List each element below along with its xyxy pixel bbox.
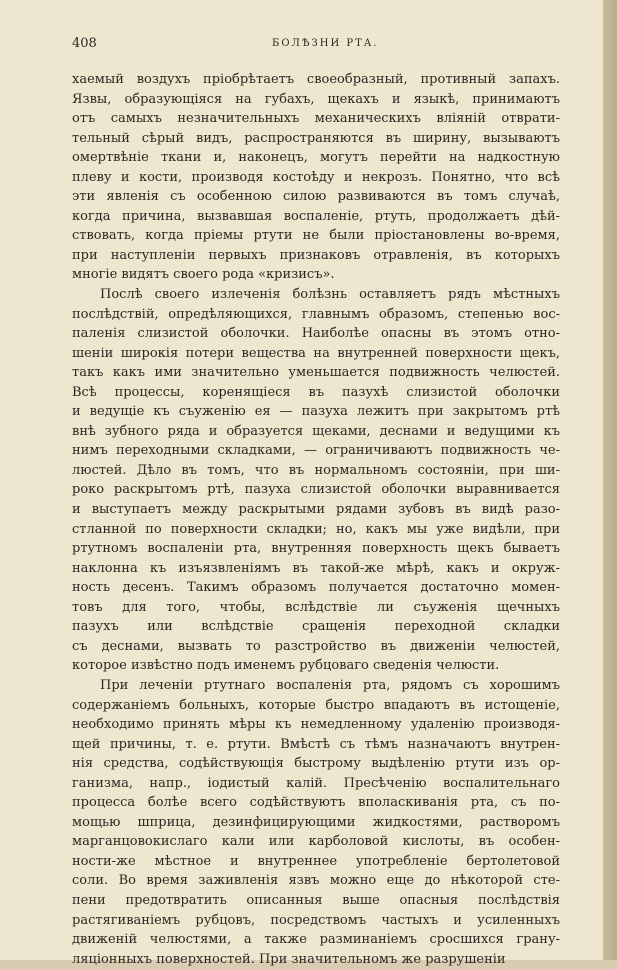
text-line: такъ какъ ими значительно уменьшается подвижность челюстей.	[72, 365, 560, 381]
text-line: товъ для того, чтобы, вслѣдствіе ли съуженія щечныхъ	[72, 599, 560, 615]
text-line: ность десенъ. Такимъ образомъ получается достаточно момен-	[72, 580, 560, 596]
text-line: наклонна къ изъязвленіямъ въ такой-же мѣрѣ, какъ и окруж-	[72, 560, 560, 576]
text-line: щей причины, т. е. ртути. Вмѣстѣ съ тѣмъ назначаютъ внутрен-	[72, 736, 560, 752]
text-line: пени предотвратить описанныя выше опасныя послѣдствія	[72, 892, 560, 908]
text-line: омертвѣніе ткани и, наконецъ, могутъ перейти на надкостную	[72, 150, 560, 166]
text-line: когда причина, вызвавшая воспаленіе, ртуть, продолжаетъ дѣй-	[72, 208, 560, 224]
text-line: эти явленія съ особенною силою развиваются въ томъ случаѣ,	[72, 189, 560, 205]
running-title: БОЛѢЗНИ РТА.	[272, 38, 379, 49]
text-line: Послѣ своего излеченія болѣзнь оставляетъ рядъ мѣстныхъ	[100, 287, 560, 303]
text-line: которое извѣстно подъ именемъ рубцоваго сведенія челюсти.	[72, 658, 500, 674]
text-line: процесса болѣе всего содѣйствуютъ вполаскиванія рта, съ по-	[72, 795, 560, 811]
text-line: Всѣ процессы, коренящіеся въ пазухѣ слизистой оболочки	[72, 384, 560, 400]
text-line: при наступленіи первыхъ признаковъ отравленія, въ которыхъ	[72, 247, 560, 263]
text-line: хаемый воздухъ пріобрѣтаетъ своеобразный, противный запахъ.	[72, 72, 560, 87]
text-line: съ деснами, вызвать то разстройство въ движеніи челюстей,	[72, 638, 560, 654]
text-line: нія средства, содѣйствующія быстрому выдѣленію ртути изъ ор-	[72, 756, 560, 772]
text-line: ганизма, напр., іодистый калій. Пресѣченію воспалительнаго	[72, 775, 560, 791]
text-line: роко раскрытомъ ртѣ, пазуха слизистой оболочки выравнивается	[72, 482, 560, 498]
text-line: ствовать, когда пріемы ртути не были пріостановлены во-время,	[72, 228, 560, 244]
text-line: и ведущіе къ съуженію ея — пазуха лежитъ при закрытомъ ртѣ	[72, 404, 560, 420]
paragraph	[72, 70, 560, 285]
paragraph	[72, 676, 560, 969]
text-line: Язвы, образующіяся на губахъ, щекахъ и языкѣ, принимаютъ	[72, 91, 560, 107]
text-line: тельный сѣрый видъ, распространяются въ ширину, вызываютъ	[72, 130, 560, 146]
text-line: шеніи широкія потери вещества на внутренней поверхности щекъ,	[72, 345, 560, 361]
text-line: многіе видятъ своего рода «кризисъ».	[72, 267, 335, 283]
text-line: плеву и кости, производя костоѣду и некрозъ. Понятно, что всѣ	[72, 169, 560, 185]
paragraph	[72, 285, 560, 676]
text-line: нимъ переходными складками, — ограничиваютъ подвижность че-	[72, 443, 560, 459]
text-line: паленія слизистой оболочки. Наиболѣе опасны въ этомъ отно-	[72, 326, 560, 342]
text-line: пазухъ или вслѣдствіе сращенія переходной складки	[72, 619, 560, 635]
text-line: мощью шприца, дезинфицирующими жидкостями, растворомъ	[72, 814, 560, 830]
page-number: 408	[72, 36, 97, 51]
text-line: соли. Во время заживленія язвъ можно еще до нѣкоторой сте-	[72, 873, 560, 889]
text-line: отъ самыхъ незначительныхъ механическихъ вліяній отврати-	[72, 111, 560, 127]
text-line: содержаніемъ больныхъ, которые быстро впадаютъ въ истощеніе,	[72, 697, 560, 713]
text-line: внѣ зубного ряда и образуется щеками, деснами и ведущими къ	[72, 423, 560, 439]
text-line: растягиваніемъ рубцовъ, посредствомъ частыхъ и усиленныхъ	[72, 912, 560, 928]
text-line: люстей. Дѣло въ томъ, что въ нормальномъ состояніи, при ши-	[72, 462, 560, 478]
page-edge	[603, 0, 617, 960]
text-line: необходимо принять мѣры къ немедленному удаленію производя-	[72, 717, 560, 733]
text-line: ности-же мѣстное и внутреннее употребленіе бертолетовой	[72, 853, 560, 869]
text-line: послѣдствій, опредѣляющихся, главнымъ образомъ, степенью вос-	[72, 306, 560, 322]
text-line: движеній челюстями, а также разминаніемъ сросшихся грану-	[72, 932, 560, 948]
text-line: стланной по поверхности складки; но, какъ мы уже видѣли, при	[72, 521, 560, 537]
text-line: и выступаетъ между раскрытыми рядами зубовъ въ видѣ разо-	[72, 502, 560, 518]
text-line: ляціонныхъ поверхностей. При значительномъ же разрушеніи	[72, 951, 506, 967]
page-header	[72, 36, 562, 56]
text-line: марганцовокислаго кали или карболовой кислоты, въ особен-	[72, 834, 560, 850]
text-line: ртутномъ воспаленіи рта, внутренняя поверхность щекъ бываетъ	[72, 541, 560, 557]
text-line: При леченіи ртутнаго воспаленія рта, рядомъ съ хорошимъ	[100, 677, 560, 693]
body-text	[72, 70, 560, 969]
